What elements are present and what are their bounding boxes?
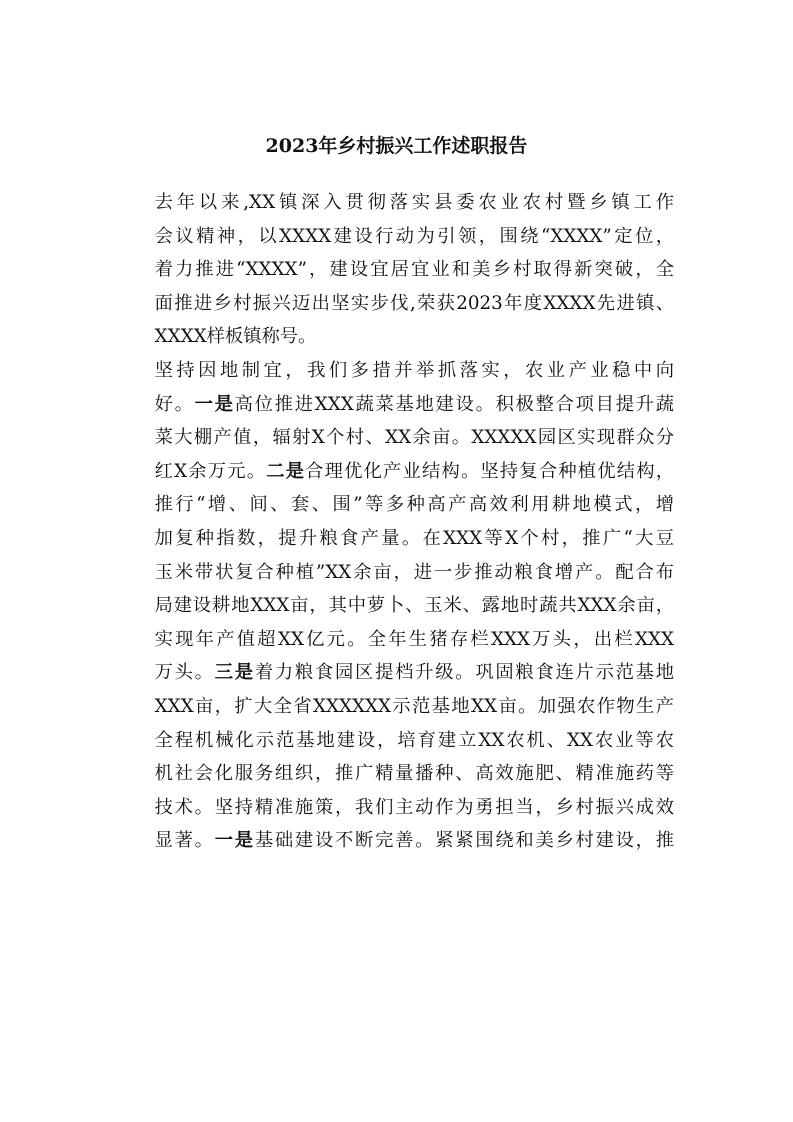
- text-line: [118, 824, 674, 858]
- text-line: XXX亩，扩大全省XXXXXX示范基地XX亩。加强农作物生产: [154, 695, 674, 717]
- text-line: 实现年产值超XX亿元。全年生猪存栏XXX万头，出栏XXX: [154, 628, 674, 650]
- text-segment: 万头。: [154, 662, 215, 684]
- text-line: [118, 656, 674, 690]
- document-body: [118, 186, 674, 858]
- text-line: 去年以来,XX镇深入贯彻落实县委农业农村暨乡镇工作: [154, 192, 674, 213]
- paragraph-intro: [118, 186, 674, 354]
- text-line: 菜大棚产值，辐射X个村、XX余亩。XXXXX园区实现群众分: [154, 427, 674, 449]
- text-line: [118, 455, 674, 489]
- text-line: XXXX样板镇称号。: [154, 326, 317, 348]
- text-line: 玉米带状复合种植”XX余亩，进一步推动粮食增产。配合布: [154, 561, 674, 583]
- text-segment: 基础建设不断完善。紧紧围绕和美乡村建设，推: [254, 830, 675, 852]
- emphasis-second: 二是: [266, 460, 306, 482]
- text-segment: 显著。: [154, 830, 215, 852]
- emphasis-first: 一是: [214, 830, 255, 852]
- text-line: 推行“增、间、套、围”等多种高产高效利用耕地模式，增: [154, 494, 674, 516]
- text-line: 技术。坚持精准施策，我们主动作为勇担当，乡村振兴成效: [154, 796, 674, 818]
- text-line: 机社会化服务组织，推广精量播种、高效施肥、精准施药等: [154, 763, 674, 785]
- document-title: 2023年乡村振兴工作述职报告: [265, 135, 528, 157]
- text-line: 会议精神，以XXXX建设行动为引领，围绕“XXXX”定位，: [154, 225, 674, 247]
- paragraph-agriculture: [118, 354, 674, 858]
- text-segment: 高位推进XXX蔬菜基地建设。积极整合项目提升蔬: [234, 393, 674, 415]
- text-line: 面推进乡村振兴迈出坚实步伐,荣获2023年度XXXX先进镇、: [154, 292, 674, 314]
- emphasis-first: 一是: [194, 393, 235, 415]
- text-line: 加复种指数，提升粮食产量。在XXX等X个村，推广“大豆: [154, 527, 674, 549]
- emphasis-third: 三是: [214, 662, 255, 684]
- text-line: [118, 388, 674, 422]
- text-segment: 合理优化产业结构。坚持复合种植优结构，: [305, 460, 674, 482]
- text-line: 局建设耕地XXX亩，其中萝卜、玉米、露地时蔬共XXX余亩，: [154, 595, 674, 617]
- text-line: 坚持因地制宜，我们多措并举抓落实，农业产业稳中向: [154, 359, 674, 381]
- text-line: 着力推进“XXXX”，建设宜居宜业和美乡村取得新突破，全: [154, 259, 674, 281]
- text-line: 全程机械化示范基地建设，培育建立XX农机、XX农业等农: [154, 729, 674, 751]
- text-segment: 好。: [154, 393, 195, 415]
- text-segment: 红X余万元。: [154, 460, 267, 482]
- text-segment: 着力粮食园区提档升级。巩固粮食连片示范基地: [254, 662, 675, 684]
